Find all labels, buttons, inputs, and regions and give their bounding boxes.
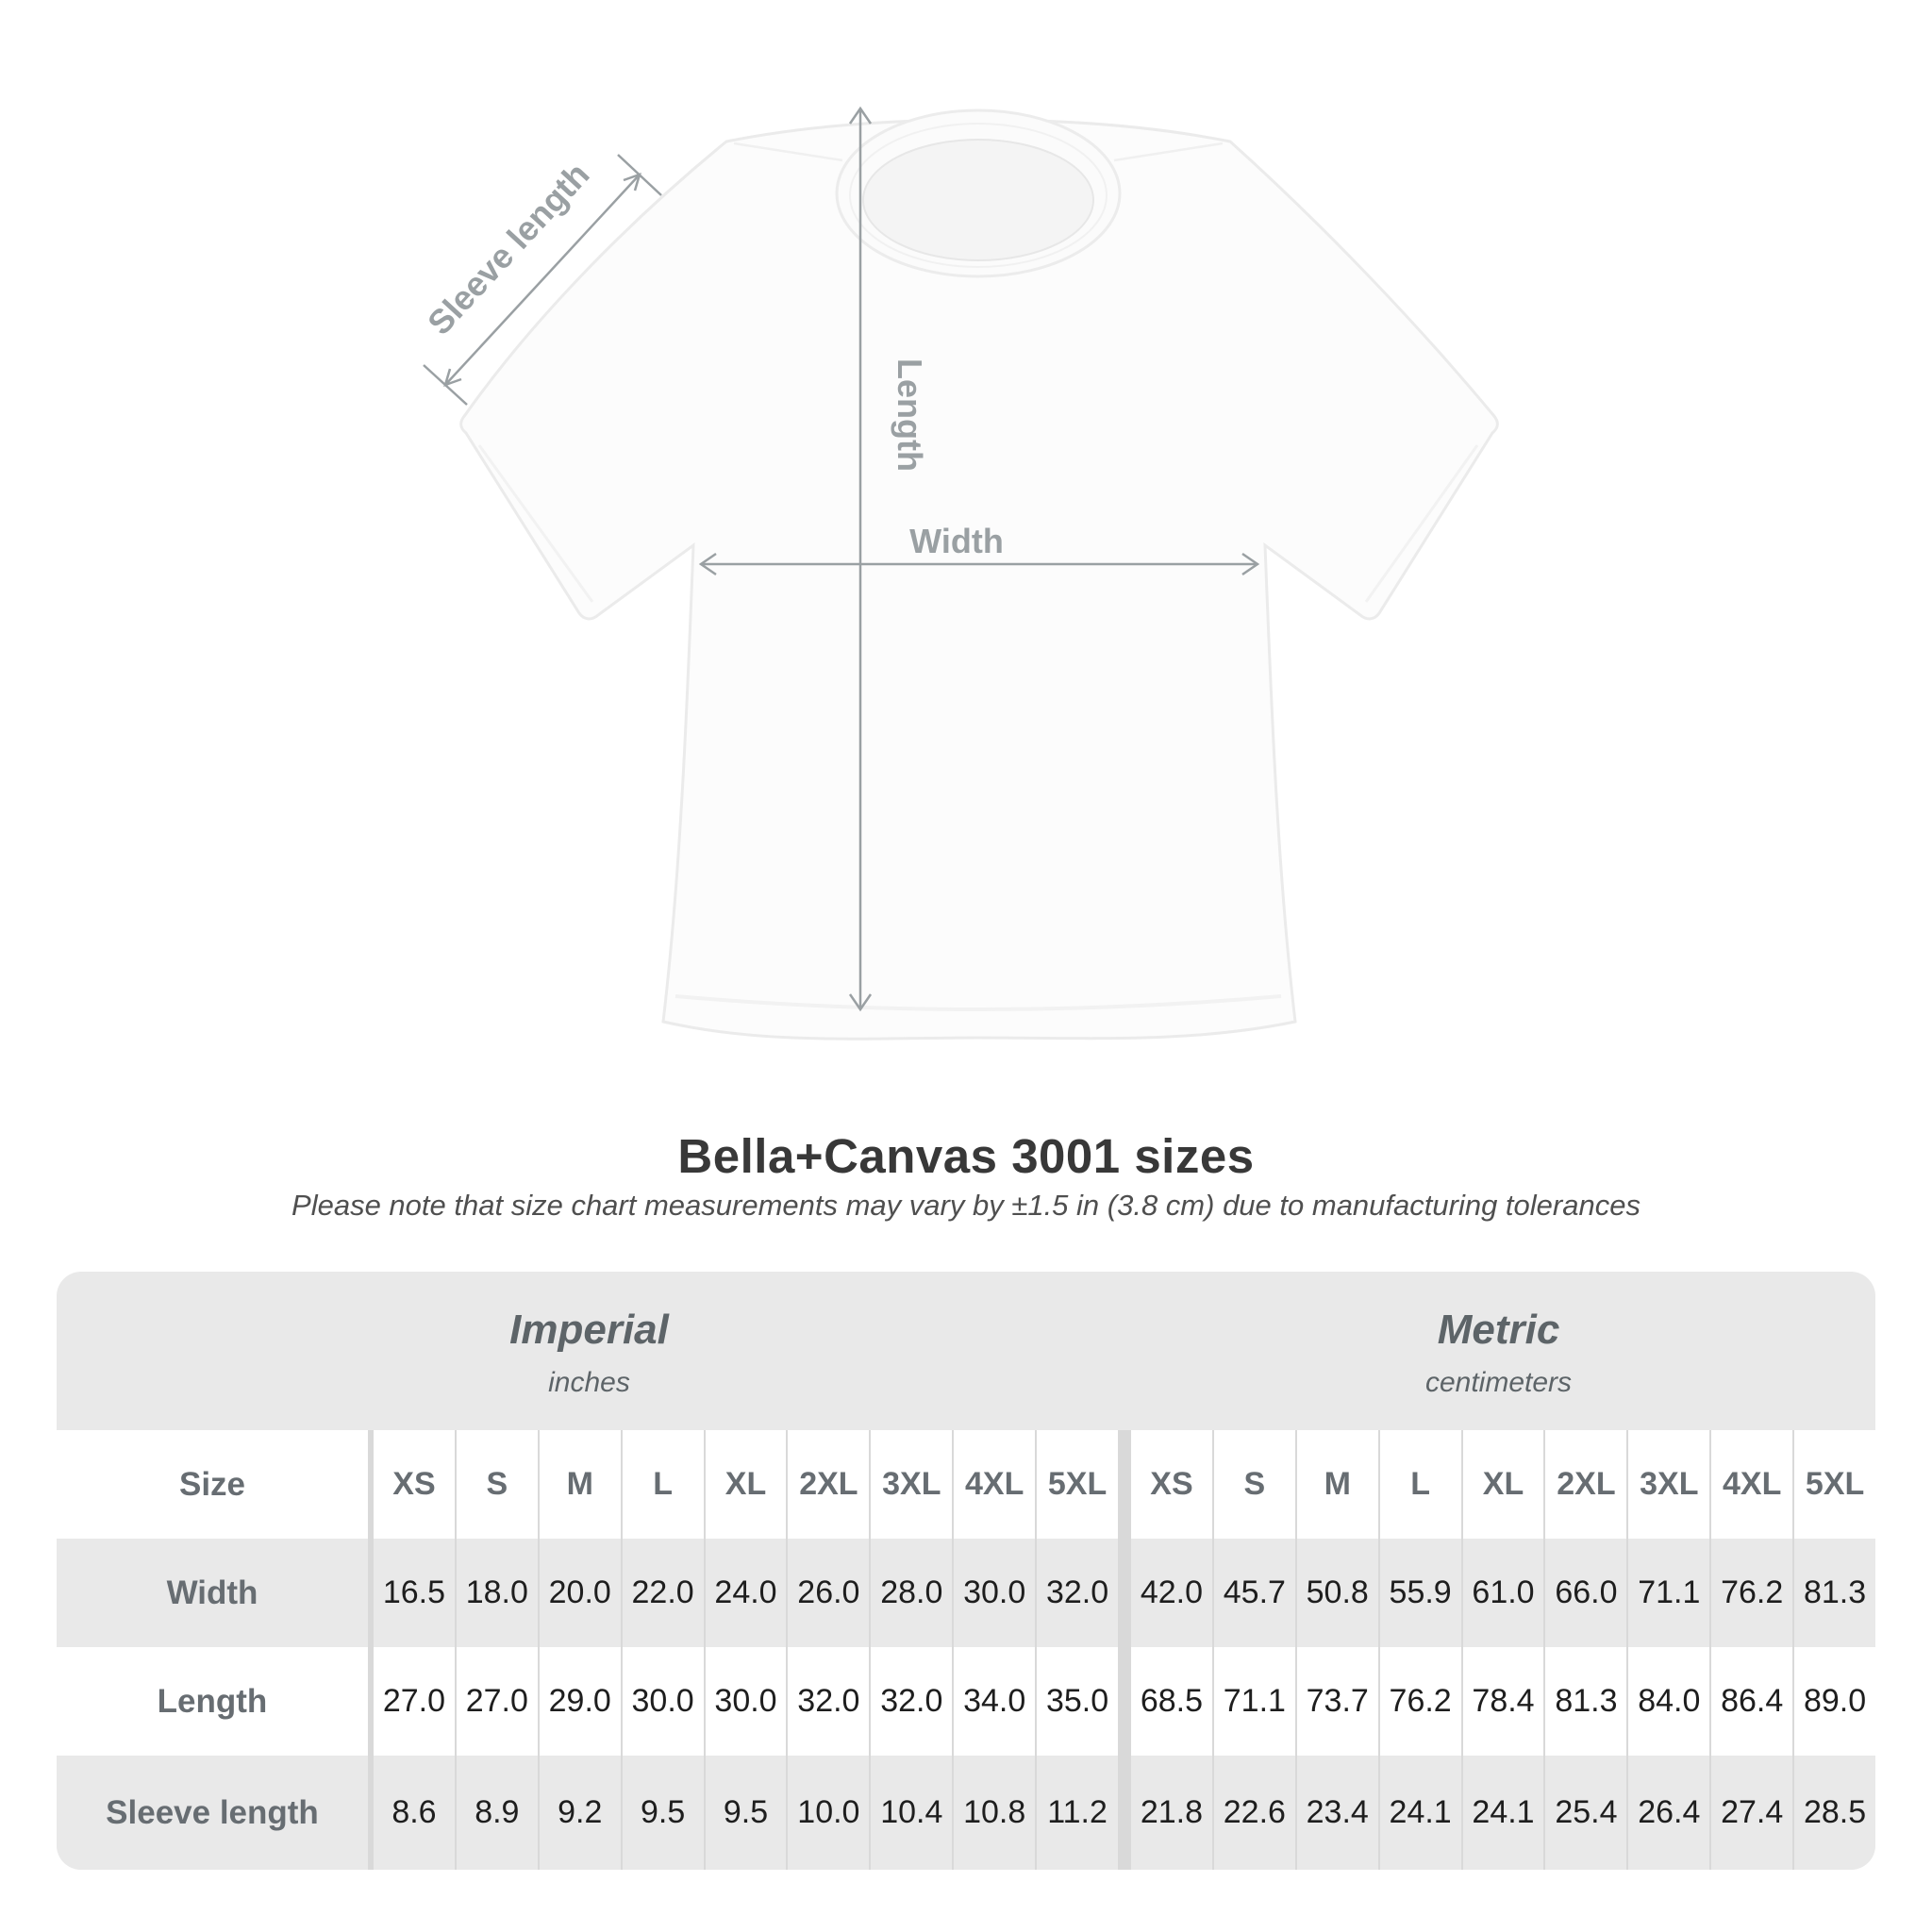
collar-opening	[863, 140, 1093, 260]
value-cell: 81.3	[1543, 1647, 1626, 1756]
value-cell: 28.5	[1792, 1756, 1875, 1870]
sleeve-length-label: Sleeve length	[420, 155, 597, 342]
value-cell: 71.1	[1626, 1539, 1709, 1647]
size-col-header: 5XL	[1035, 1430, 1118, 1539]
value-cell: 50.8	[1295, 1539, 1378, 1647]
value-cell: 32.0	[786, 1647, 869, 1756]
value-cell: 84.0	[1626, 1647, 1709, 1756]
value-cell: 24.0	[704, 1539, 787, 1647]
value-cell: 22.6	[1212, 1756, 1295, 1870]
value-cell: 32.0	[1035, 1539, 1118, 1647]
value-cell: 27.0	[368, 1647, 455, 1756]
row-header-width: Width	[57, 1539, 368, 1647]
size-col-header: L	[621, 1430, 704, 1539]
value-cell: 16.5	[368, 1539, 455, 1647]
sleeve-end-tick-bottom	[424, 365, 467, 405]
value-cell: 42.0	[1118, 1539, 1212, 1647]
size-col-header: 4XL	[1709, 1430, 1792, 1539]
value-cell: 20.0	[538, 1539, 621, 1647]
size-col-header: XS	[368, 1430, 455, 1539]
value-cell: 10.8	[952, 1756, 1035, 1870]
value-cell: 8.6	[368, 1756, 455, 1870]
value-cell: 24.1	[1461, 1756, 1544, 1870]
row-header-length: Length	[57, 1647, 368, 1756]
value-cell: 61.0	[1461, 1539, 1544, 1647]
value-cell: 34.0	[952, 1647, 1035, 1756]
value-cell: 71.1	[1212, 1647, 1295, 1756]
value-cell: 32.0	[869, 1647, 952, 1756]
value-cell: 68.5	[1118, 1647, 1212, 1756]
value-cell: 25.4	[1543, 1756, 1626, 1870]
unit-header-metric	[1122, 1272, 1875, 1430]
size-col-header: 3XL	[1626, 1430, 1709, 1539]
table-row-sizes	[57, 1430, 1875, 1539]
value-cell: 9.2	[538, 1756, 621, 1870]
page-title: Bella+Canvas 3001 sizes	[677, 1129, 1255, 1183]
value-cell: 24.1	[1378, 1756, 1461, 1870]
table-row-width	[57, 1539, 1875, 1647]
value-cell: 30.0	[952, 1539, 1035, 1647]
length-label: Length	[891, 358, 929, 472]
table-row-sleeve-length	[57, 1756, 1875, 1870]
size-col-header: S	[455, 1430, 538, 1539]
value-cell: 8.9	[455, 1756, 538, 1870]
value-cell: 86.4	[1709, 1647, 1792, 1756]
tshirt-illustration	[461, 110, 1498, 1039]
value-cell: 81.3	[1792, 1539, 1875, 1647]
value-cell: 9.5	[704, 1756, 787, 1870]
size-col-header: XL	[1461, 1430, 1544, 1539]
value-cell: 22.0	[621, 1539, 704, 1647]
value-cell: 23.4	[1295, 1756, 1378, 1870]
value-cell: 55.9	[1378, 1539, 1461, 1647]
metric-title: Metric	[1437, 1307, 1560, 1353]
value-cell: 29.0	[538, 1647, 621, 1756]
size-col-header: 3XL	[869, 1430, 952, 1539]
value-cell: 66.0	[1543, 1539, 1626, 1647]
value-cell: 73.7	[1295, 1647, 1378, 1756]
size-col-header: L	[1378, 1430, 1461, 1539]
value-cell: 30.0	[621, 1647, 704, 1756]
value-cell: 35.0	[1035, 1647, 1118, 1756]
value-cell: 28.0	[869, 1539, 952, 1647]
unit-header-imperial	[57, 1272, 1122, 1430]
size-col-header: 4XL	[952, 1430, 1035, 1539]
value-cell: 30.0	[704, 1647, 787, 1756]
row-header-sleeve-length: Sleeve length	[57, 1756, 368, 1870]
width-label: Width	[909, 522, 1004, 560]
size-col-header: XL	[704, 1430, 787, 1539]
value-cell: 76.2	[1378, 1647, 1461, 1756]
size-col-header: 2XL	[786, 1430, 869, 1539]
value-cell: 26.4	[1626, 1756, 1709, 1870]
value-cell: 9.5	[621, 1756, 704, 1870]
value-cell: 26.0	[786, 1539, 869, 1647]
value-cell: 18.0	[455, 1539, 538, 1647]
value-cell: 10.4	[869, 1756, 952, 1870]
tolerance-note: Please note that size chart measurements may vary by ±1.5 in (3.8 cm) due to manufacturing tolerances	[291, 1189, 1641, 1222]
value-cell: 21.8	[1118, 1756, 1212, 1870]
imperial-title: Imperial	[509, 1307, 669, 1353]
value-cell: 76.2	[1709, 1539, 1792, 1647]
sleeve-end-tick-top	[618, 155, 661, 195]
size-col-header: M	[1295, 1430, 1378, 1539]
size-col-header: M	[538, 1430, 621, 1539]
value-cell: 27.0	[455, 1647, 538, 1756]
size-col-header: XS	[1118, 1430, 1212, 1539]
size-col-header: 5XL	[1792, 1430, 1875, 1539]
size-table	[57, 1272, 1875, 1870]
value-cell: 10.0	[786, 1756, 869, 1870]
row-header-size: Size	[57, 1430, 368, 1539]
value-cell: 89.0	[1792, 1647, 1875, 1756]
value-cell: 27.4	[1709, 1756, 1792, 1870]
table-row-length	[57, 1647, 1875, 1756]
size-col-header: S	[1212, 1430, 1295, 1539]
value-cell: 45.7	[1212, 1539, 1295, 1647]
size-col-header: 2XL	[1543, 1430, 1626, 1539]
value-cell: 11.2	[1035, 1756, 1118, 1870]
value-cell: 78.4	[1461, 1647, 1544, 1756]
unit-header-row	[57, 1272, 1875, 1430]
imperial-unit: inches	[548, 1367, 630, 1398]
metric-unit: centimeters	[1424, 1367, 1573, 1398]
